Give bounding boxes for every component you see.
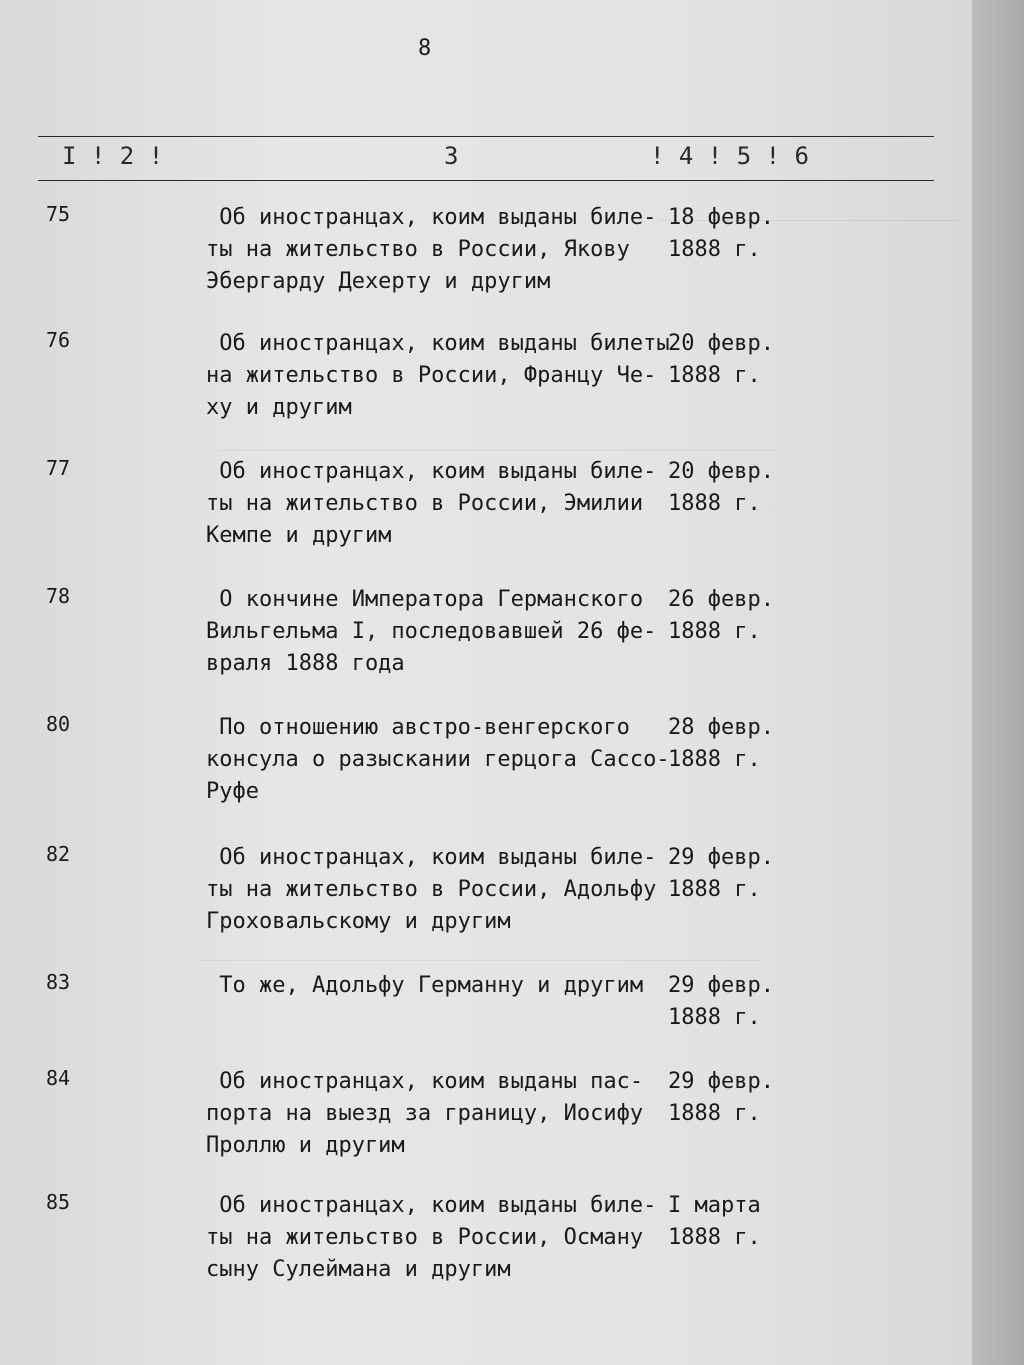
date-line: 29 февр. [668, 1069, 774, 1094]
record-number: 76 [46, 328, 71, 352]
record-number: 80 [46, 712, 71, 736]
record-number: 82 [46, 842, 71, 866]
description-line: враля 1888 года [206, 651, 405, 676]
date-line: 26 февр. [668, 587, 774, 612]
record-date [668, 712, 798, 776]
column-header-1-2: I ! 2 ! [62, 142, 164, 170]
description-line: Кемпе и другим [206, 523, 392, 548]
page-number: 8 [418, 36, 432, 61]
record-number: 85 [46, 1190, 71, 1214]
record-description [206, 584, 676, 680]
record-description [206, 202, 676, 298]
record-number: 78 [46, 584, 71, 608]
header-rule-top [38, 136, 934, 137]
description-line: консула о разыскании герцога Сассо- [206, 747, 670, 772]
description-line: Об иностранцах, коим выданы пас- [206, 1069, 644, 1094]
date-line: 1888 г. [668, 877, 761, 902]
date-line: 18 февр. [668, 205, 774, 230]
description-line: на жительство в России, Францу Че- [206, 363, 657, 388]
description-line: Вильгельма I, последовавшей 26 фе- [206, 619, 657, 644]
description-line: Об иностранцах, коим выданы биле- [206, 1193, 657, 1218]
record-date [668, 584, 798, 648]
record-date [668, 970, 798, 1034]
description-line: По отношению австро-венгерского [206, 715, 630, 740]
date-line: 28 февр. [668, 715, 774, 740]
column-header-3: 3 [444, 142, 459, 170]
record-description [206, 1066, 676, 1162]
column-header-4-5-6: ! 4 ! 5 ! 6 [650, 142, 809, 170]
date-line: 1888 г. [668, 747, 761, 772]
record-date [668, 1066, 798, 1130]
record-date [668, 456, 798, 520]
date-line: 1888 г. [668, 619, 761, 644]
record-number: 77 [46, 456, 71, 480]
record-description [206, 712, 676, 808]
record-description [206, 328, 676, 424]
description-line: ху и другим [206, 395, 352, 420]
description-line: Об иностранцах, коим выданы биле- [206, 205, 657, 230]
date-line: 20 февр. [668, 459, 774, 484]
record-number: 83 [46, 970, 71, 994]
record-description [206, 842, 676, 938]
description-line: сыну Сулеймана и другим [206, 1257, 511, 1282]
record-description [206, 970, 676, 1002]
date-line: 29 февр. [668, 973, 774, 998]
description-line: ты на жительство в России, Эмилии [206, 491, 644, 516]
description-line: Проллю и другим [206, 1133, 405, 1158]
record-date [668, 328, 798, 392]
page-edge [972, 0, 1024, 1365]
record-date [668, 1190, 798, 1254]
description-line: О кончине Императора Германского [206, 587, 644, 612]
record-number: 84 [46, 1066, 71, 1090]
record-date [668, 202, 798, 266]
date-line: 1888 г. [668, 491, 761, 516]
description-line: Об иностранцах, коим выданы биле- [206, 845, 657, 870]
description-line: ты на жительство в России, Осману [206, 1225, 644, 1250]
description-line: То же, Адольфу Германну и другим [206, 973, 644, 998]
date-line: I марта [668, 1193, 761, 1218]
description-line: Об иностранцах, коим выданы билеты [206, 331, 670, 356]
date-line: 29 февр. [668, 845, 774, 870]
date-line: 1888 г. [668, 237, 761, 262]
date-line: 1888 г. [668, 1225, 761, 1250]
record-number: 75 [46, 202, 71, 226]
bleed-through-mark [220, 420, 780, 451]
record-description [206, 1190, 676, 1286]
description-line: Руфе [206, 779, 259, 804]
description-line: Эбергарду Дехерту и другим [206, 269, 551, 294]
description-line: порта на выезд за границу, Иосифу [206, 1101, 644, 1126]
header-rule-bottom [38, 180, 934, 181]
date-line: 1888 г. [668, 1101, 761, 1126]
date-line: 1888 г. [668, 1005, 761, 1030]
record-date [668, 842, 798, 906]
description-line: ты на жительство в России, Адольфу [206, 877, 657, 902]
description-line: Об иностранцах, коим выданы биле- [206, 459, 657, 484]
date-line: 1888 г. [668, 363, 761, 388]
description-line: ты на жительство в России, Якову [206, 237, 630, 262]
record-description [206, 456, 676, 552]
date-line: 20 февр. [668, 331, 774, 356]
description-line: Гроховальскому и другим [206, 909, 511, 934]
